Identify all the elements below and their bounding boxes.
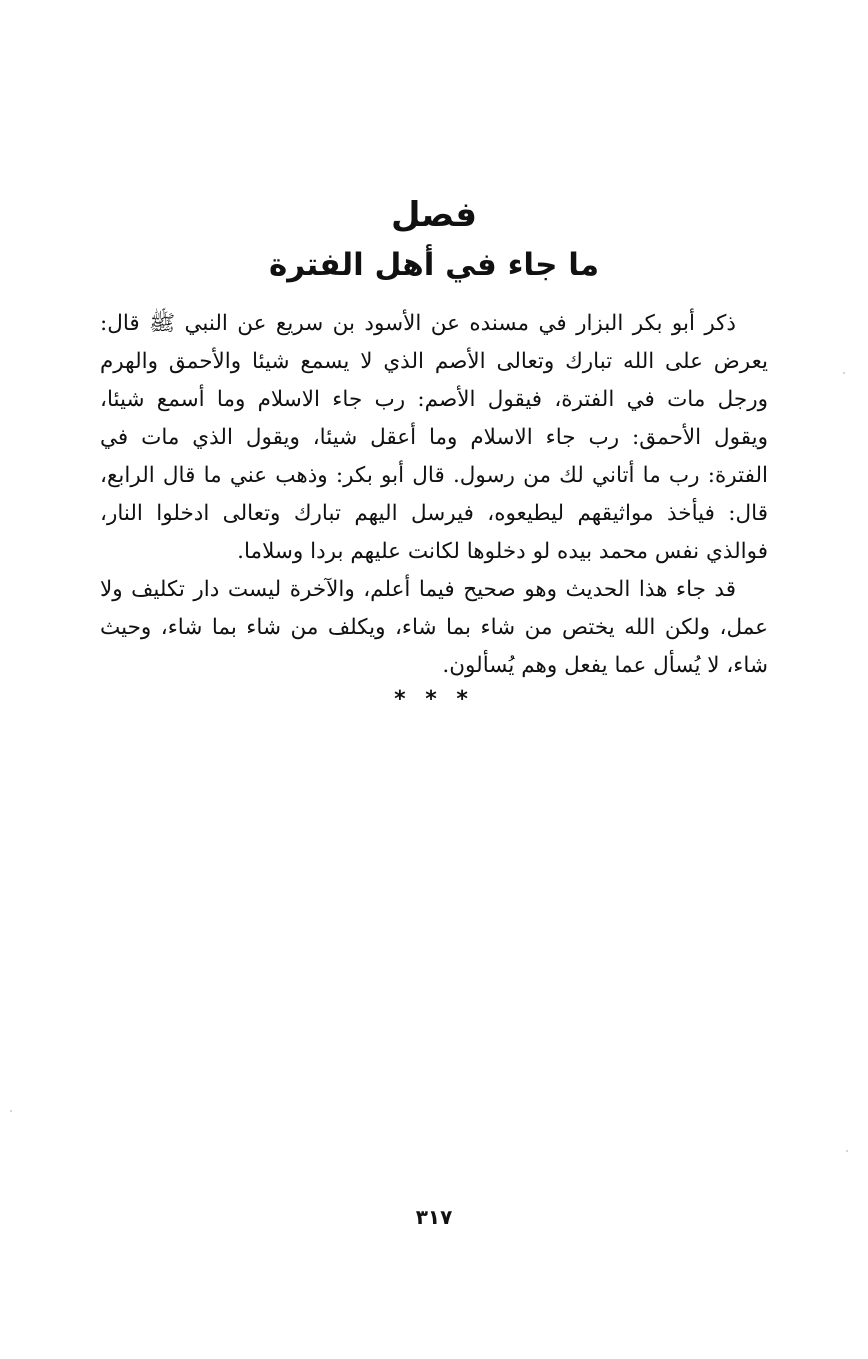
- paragraph-hadith: ذكر أبو بكر البزار في مسنده عن الأسود بن سريع عن النبي ﷺ قال: يعرض على الله تبارك وتعالى الأصم الذي لا يسمع شيئا والأحمق والهرم ورجل مات في الفترة، فيقول الأصم: رب جاء الاسلام وما أسمع شيئا، ويقول الأحمق: رب جاء الاسلام وما أعقل شيئا، ويقول الذي مات في الفترة: رب ما أتاني لك من رسول. قال أبو بكر: وذهب عني ما قال الرابع، قال: فيأخذ مواثيقهم ليطيعوه، فيرسل اليهم تبارك وتعالى ادخلوا النار، فوالذي نفس محمد بيده لو دخلوها لكانت عليهم بردا وسلاما.: [100, 311, 768, 564]
- scan-speck: [846, 1150, 848, 1152]
- scan-speck: [843, 372, 845, 374]
- body-text: [100, 305, 768, 685]
- section-label: فصل: [390, 195, 478, 235]
- scan-speck: [10, 1110, 12, 1112]
- section-separator: * * *: [394, 687, 474, 712]
- chapter-title: ما جاء في أهل الفترة: [268, 247, 600, 283]
- paragraph-commentary: قد جاء هذا الحديث وهو صحيح فيما أعلم، والآخرة ليست دار تكليف ولا عمل، ولكن الله يختص من شاء بما شاء، ويكلف من شاء بما شاء، وحيث شاء، لا يُسأل عما يفعل وهم يُسألون.: [100, 577, 768, 678]
- page-number: ٣١٧: [415, 1205, 453, 1229]
